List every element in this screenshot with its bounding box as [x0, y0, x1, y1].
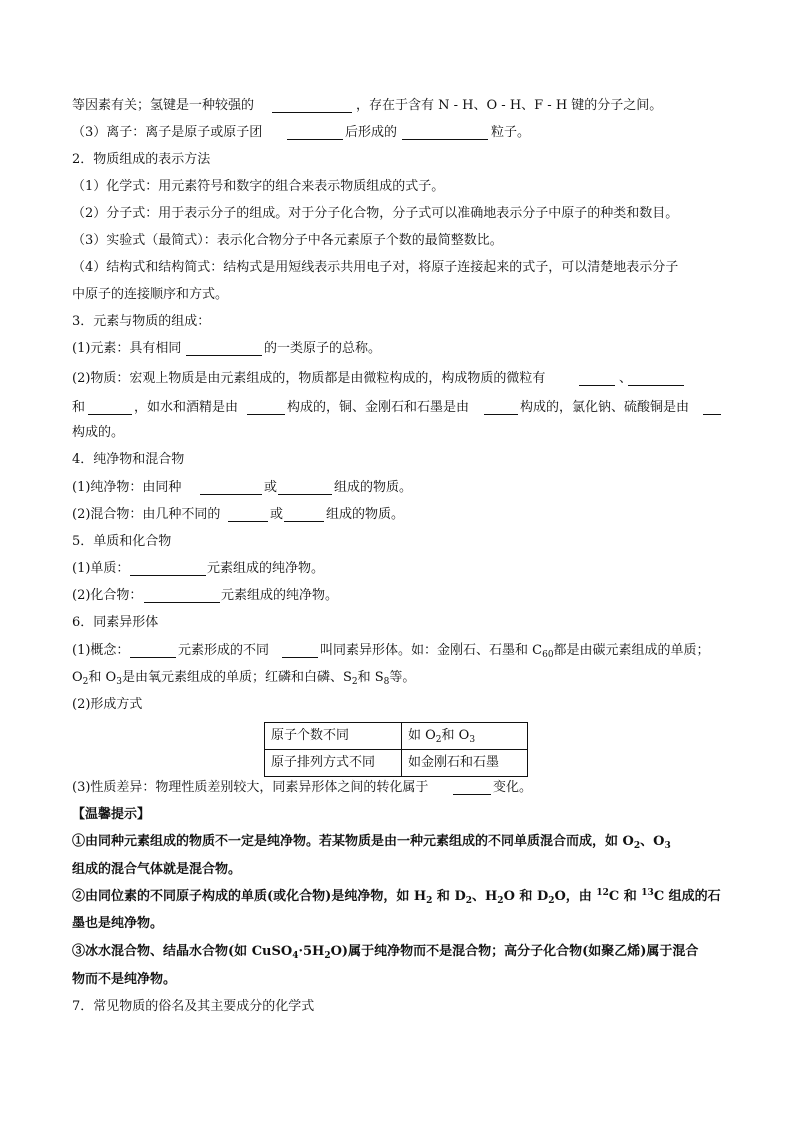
text-line: （3）实验式（最简式）：表示化合物分子中各元素原子个数的最简整数比。 [72, 233, 503, 248]
fill-blank[interactable] [579, 371, 615, 386]
tip-item: ②由同位素的不同原子构成的单质(或化合物)是纯净物，如 $H_2$ 和 $D_2$、$H_2O$ 和 $D_2O$，由 $^{12}$C 和 $^{13}$C 组成的石 [72, 888, 721, 906]
text-line: (2)物质：宏观上物质是由元素组成的，物质都是由微粒构成的，构成物质的微粒有 、 [0, 369, 794, 389]
tip-item: 组成的混合气体就是混合物。 [72, 862, 242, 877]
fill-blank[interactable] [200, 480, 262, 495]
fill-blank[interactable] [272, 98, 352, 113]
tip-heading: 【温馨提示】 [72, 807, 151, 822]
table-cell: 原子个数不同 [265, 723, 402, 750]
text-line: 中原子的连接顺序和方式。 [72, 287, 229, 302]
fill-blank[interactable] [282, 643, 318, 658]
fill-blank[interactable] [484, 400, 518, 415]
fill-blank[interactable] [247, 400, 285, 415]
text-line: (2)混合物：由几种不同的 或 组成的物质。 [72, 507, 405, 522]
fill-blank[interactable] [144, 588, 220, 603]
fill-blank[interactable] [186, 341, 262, 356]
fill-blank[interactable] [284, 507, 324, 522]
fill-blank[interactable] [278, 480, 332, 495]
section-heading: 7．常见物质的俗名及其主要成分的化学式 [72, 999, 315, 1014]
allotrope-table [264, 722, 528, 777]
text-line: (1)元素：具有相同 的一类原子的总称。 [72, 341, 382, 356]
fill-blank[interactable] [703, 400, 721, 415]
section-heading: 4．纯净物和混合物 [72, 452, 185, 467]
table-row [265, 750, 528, 777]
circled-number-3: ③ [72, 944, 86, 959]
text-line: (1)纯净物：由同种 或 组成的物质。 [72, 480, 413, 495]
text-line: (1)概念： 元素形成的不同 叫同素异形体。如：金刚石、石墨和 $C_{60}$都是由碳元素组成的单质； [72, 643, 710, 660]
table-cell: 如 $O_2$和 $O_3$ [402, 723, 528, 750]
text-line: （3）离子：离子是原子或原子团 后形成的 粒子。 [72, 125, 531, 140]
table-row [265, 723, 528, 750]
fill-blank[interactable] [88, 400, 132, 415]
table-cell: 原子排列方式不同 [265, 750, 402, 777]
text-line: $O_2$和 $O_3$是由氧元素组成的单质；红磷和白磷、$S_2$和 $S_8$等。 [72, 670, 416, 687]
fill-blank[interactable] [402, 125, 488, 140]
text-line: (2)形成方式 [72, 697, 143, 712]
text-line: (1)单质： 元素组成的纯净物。 [72, 561, 325, 576]
circled-number-1: ① [72, 834, 86, 849]
text-line: (3)性质差异：物理性质差别较大，同素异形体之间的转化属于 变化。 [72, 780, 533, 795]
tip-item: 物而不是纯净物。 [72, 972, 177, 987]
section-heading: 2．物质组成的表示方法 [72, 152, 211, 167]
section-heading: 3．元素与物质的组成： [72, 314, 211, 329]
circled-number-2: ② [72, 889, 86, 904]
tip-item: ③冰水混合物、结晶水合物(如 $CuSO_4\cdot 5H_2O$)属于纯净物而不是混合物；高分子化合物(如聚乙烯)属于混合 [72, 944, 699, 961]
text-line: (2)化合物： 元素组成的纯净物。 [72, 588, 339, 603]
text-line: 和 ，如水和酒精是由 构成的，铜、金刚石和石墨是由 构成的，氯化钠、硫酸铜是由 [0, 398, 794, 418]
text-line: 构成的。 [72, 425, 125, 440]
section-heading: 6．同素异形体 [72, 615, 159, 630]
fill-blank[interactable] [453, 780, 491, 795]
table-cell: 如金刚石和石墨 [402, 750, 528, 777]
fill-blank[interactable] [287, 125, 343, 140]
fill-blank[interactable] [228, 507, 268, 522]
section-heading: 5．单质和化合物 [72, 534, 172, 549]
fill-blank[interactable] [628, 371, 684, 386]
text-line: 等因素有关；氢键是一种较强的 ，存在于含有 N - H、O - H、F - H 键的分子之间。 [72, 98, 663, 113]
fill-blank[interactable] [130, 561, 206, 576]
fill-blank[interactable] [130, 643, 176, 658]
text-line: （2）分子式：用于表示分子的组成。对于分子化合物，分子式可以准确地表示分子中原子的种类和数目。 [72, 206, 679, 221]
tip-item: 墨也是纯净物。 [72, 916, 164, 931]
text-line: （4）结构式和结构简式：结构式是用短线表示共用电子对，将原子连接起来的式子，可以清楚地表示分子 [72, 260, 679, 275]
text-line: （1）化学式：用元素符号和数字的组合来表示物质组成的式子。 [72, 179, 445, 194]
tip-item: ①由同种元素组成的物质不一定是纯净物。若某物质是由一种元素组成的不同单质混合而成，如 $O_2$、$O_3$ [72, 834, 671, 851]
